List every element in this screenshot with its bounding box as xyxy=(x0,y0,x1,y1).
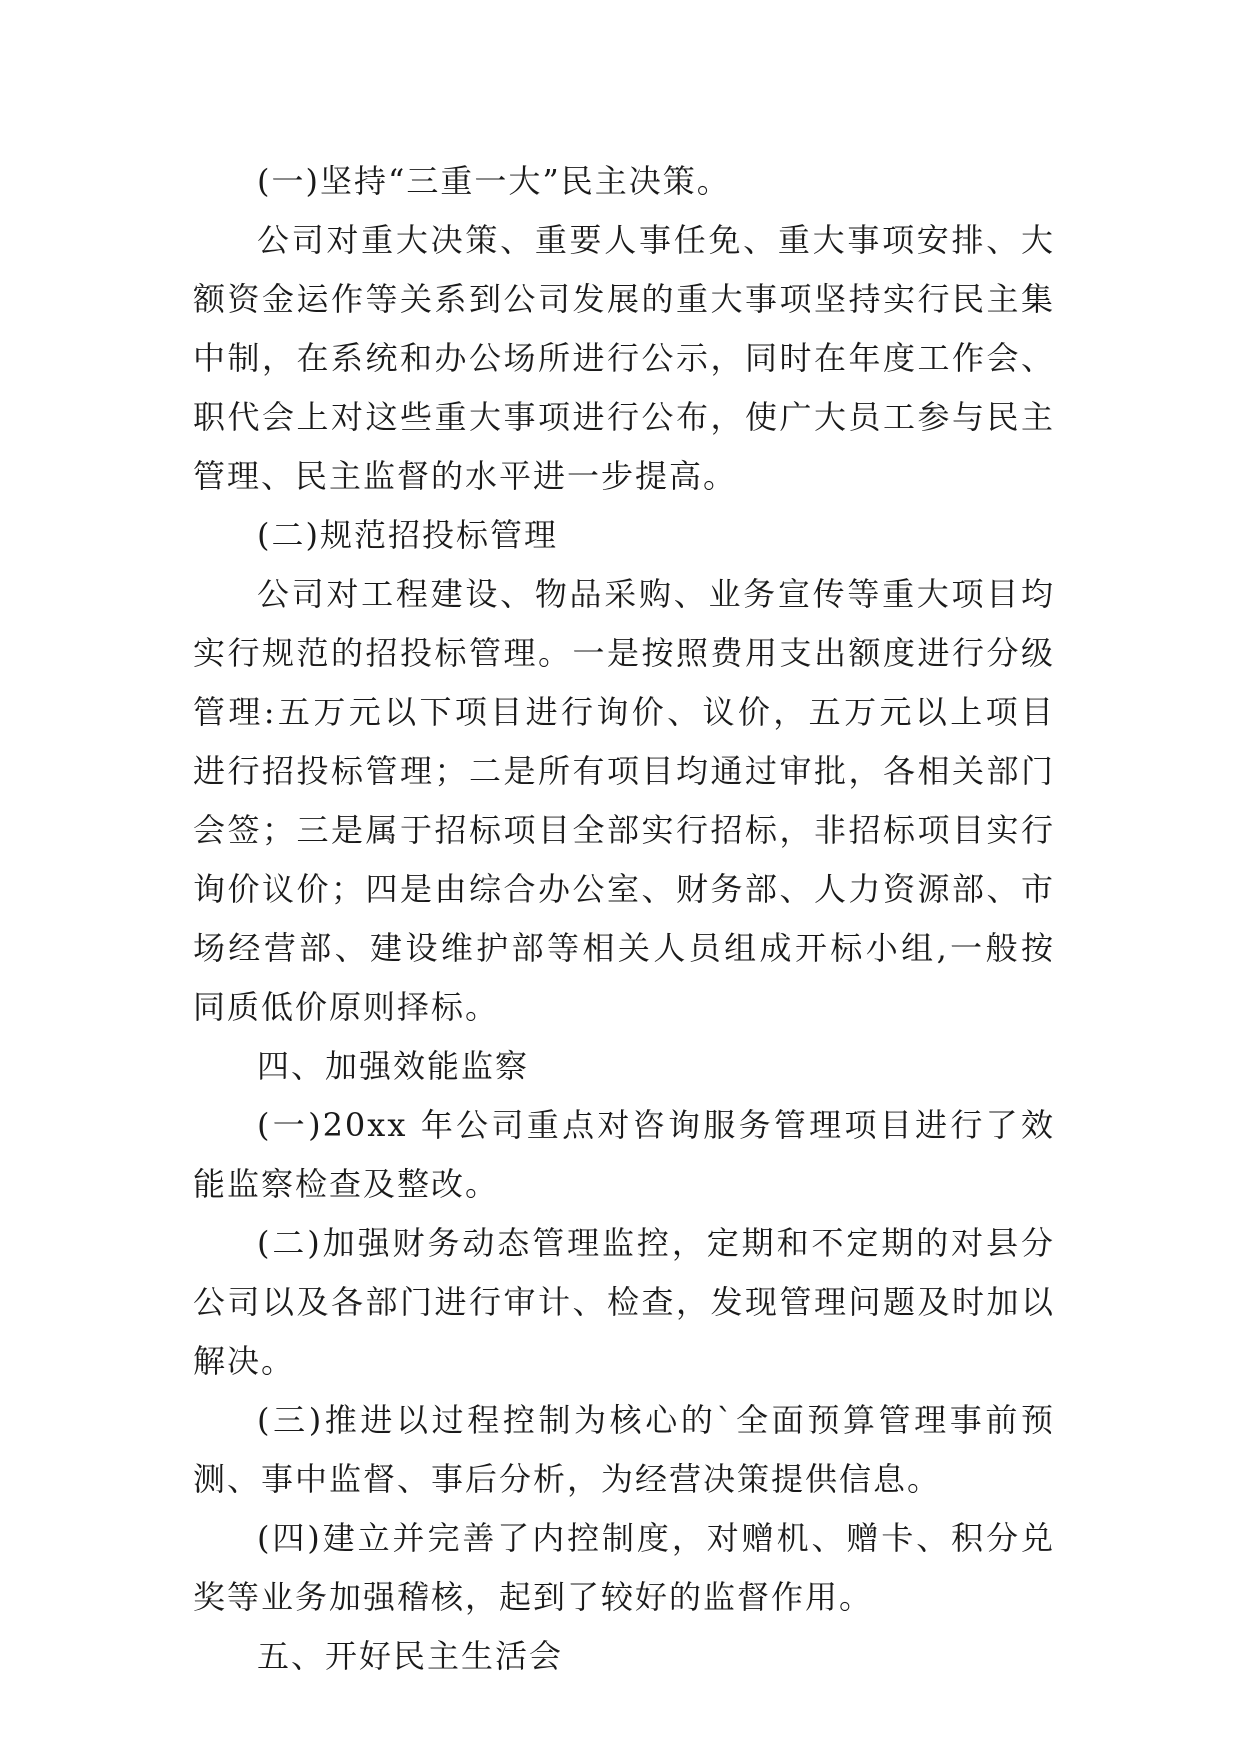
section-heading-bidding: (二)规范招投标管理 xyxy=(257,516,558,554)
paragraph-efficiency-item-2: (二)加强财务动态管理监控，定期和不定期的对县分公司以及各部门进行审计、检查，发现管理问题及时加以解决。 xyxy=(193,1224,1055,1380)
section-heading-sanzhong-yida: (一)坚持“三重一大”民主决策。 xyxy=(257,162,731,200)
section-heading-efficiency-supervision: 四、加强效能监察 xyxy=(257,1047,530,1085)
document-body xyxy=(193,152,1055,1686)
paragraph-democratic-decision: 公司对重大决策、重要人事任免、重大事项安排、大额资金运作等关系到公司发展的重大事项坚持实行民主集中制，在系统和办公场所进行公示，同时在年度工作会、职代会上对这些重大事项进行公布，使广大员工参与民主管理、民主监督的水平进一步提高。 xyxy=(193,221,1055,495)
paragraph-efficiency-item-1: (一)20xx 年公司重点对咨询服务管理项目进行了效能监察检查及整改。 xyxy=(193,1106,1055,1203)
paragraph-efficiency-item-4: (四)建立并完善了内控制度，对赠机、赠卡、积分兑奖等业务加强稽核，起到了较好的监督作用。 xyxy=(193,1519,1055,1616)
paragraph-efficiency-item-3: (三)推进以过程控制为核心的`全面预算管理事前预测、事中监督、事后分析，为经营决策提供信息。 xyxy=(193,1401,1055,1498)
paragraph-bidding-management: 公司对工程建设、物品采购、业务宣传等重大项目均实行规范的招投标管理。一是按照费用支出额度进行分级管理:五万元以下项目进行询价、议价，五万元以上项目进行招投标管理；二是所有项目均通过审批，各相关部门会签；三是属于招标项目全部实行招标，非招标项目实行询价议价；四是由综合办公室、财务部、人力资源部、市场经营部、建设维护部等相关人员组成开标小组,一般按同质低价原则择标。 xyxy=(193,575,1055,1026)
section-heading-democratic-life-meeting: 五、开好民主生活会 xyxy=(257,1637,564,1675)
